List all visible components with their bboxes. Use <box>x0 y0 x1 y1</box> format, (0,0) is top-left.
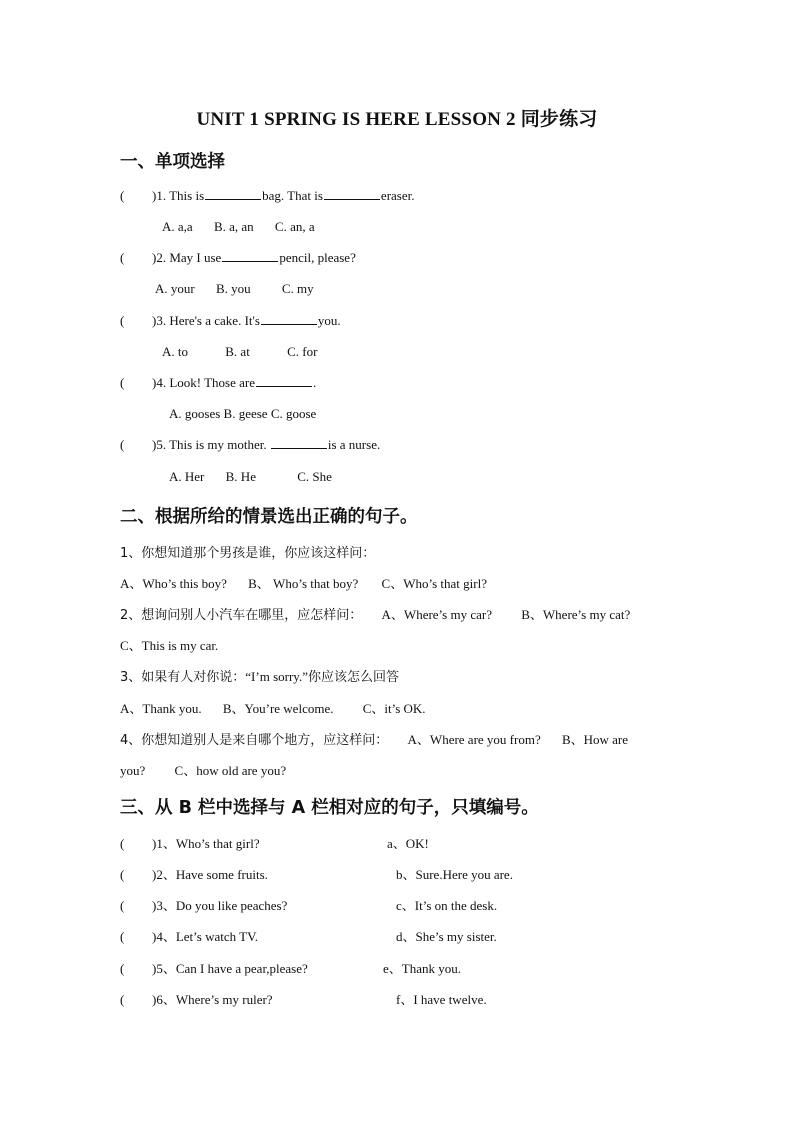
question-2: ( )2. May I use pencil, please? <box>120 250 356 265</box>
column-a-item: )1、Who’s that girl? <box>152 836 260 851</box>
blank-line <box>205 188 261 200</box>
question-4: ( )4. Look! Those are . <box>120 375 317 390</box>
option: A. to <box>162 344 188 359</box>
option: B. you <box>215 281 251 296</box>
situation-3: 3、如果有人对你说：“I’m sorry.”你应该怎么回答 <box>120 669 399 685</box>
option: A、Where are you from? <box>407 732 541 747</box>
match-row: ( )2、Have some fruits. <box>120 867 268 882</box>
column-a-item: )5、Can I have a pear,please? <box>152 961 308 976</box>
column-b-item: c、It’s on the desk. <box>396 898 498 913</box>
blank-line <box>222 250 278 262</box>
column-b-item: f、I have twelve. <box>396 992 487 1007</box>
question-1: ( )1. This is bag. That is eraser. <box>120 188 415 203</box>
option: B、You’re welcome. <box>222 701 334 716</box>
situation-1: 1、你想知道那个男孩是谁，你应该这样问： <box>120 546 376 561</box>
column-b-item: e、Thank you. <box>383 961 461 976</box>
situation-2-option-c: C、This is my car. <box>120 638 219 653</box>
option: A. Her <box>169 469 205 484</box>
option: A、Thank you. <box>120 701 202 716</box>
blank-line <box>324 188 380 200</box>
situation-3-options <box>120 698 426 717</box>
match-row: ( )6、Where’s my ruler? <box>120 992 273 1007</box>
option: B. at <box>225 344 250 359</box>
option: C. an, a <box>274 219 315 234</box>
answer-paren: ( <box>120 313 125 328</box>
situation-1-options <box>120 573 487 592</box>
question-1-options <box>162 219 315 235</box>
option: B. a, an <box>213 219 254 234</box>
answer-paren: ( <box>120 437 125 452</box>
column-b-item: b、Sure.Here you are. <box>396 867 513 882</box>
question-3: ( )3. Here's a cake. It's you. <box>120 313 341 328</box>
match-row: ( )1、Who’s that girl? <box>120 836 260 851</box>
option: B、How are <box>561 732 629 747</box>
option: C. for <box>287 344 318 359</box>
answer-paren: ( <box>120 188 125 203</box>
option: A. your <box>155 281 195 296</box>
option: B、Where’s my cat? <box>521 607 631 622</box>
answer-paren: ( <box>120 375 125 390</box>
option: C、Who’s that girl? <box>381 576 487 591</box>
option: B. He <box>225 469 256 484</box>
match-row: ( )4、Let’s watch TV. <box>120 929 259 944</box>
option: C、it’s OK. <box>362 701 426 716</box>
match-row: ( )5、Can I have a pear,please? <box>120 961 308 976</box>
option: C. She <box>297 469 332 484</box>
situation-4-continued: you? C、how old are you? <box>120 763 287 778</box>
option: A、Where’s my car? <box>381 607 492 622</box>
column-a-item: )4、Let’s watch TV. <box>152 929 259 944</box>
blank-line <box>256 375 312 387</box>
option: C、how old are you? <box>174 763 287 778</box>
question-4-options <box>169 406 316 422</box>
option: A、Who’s this boy? <box>120 576 227 591</box>
blank-line <box>261 313 317 325</box>
column-a-item: )6、Where’s my ruler? <box>152 992 273 1007</box>
column-b-item: a、OK! <box>387 836 429 851</box>
section-1-heading: 一、单项选择 <box>120 152 225 172</box>
column-a-item: )3、Do you like peaches? <box>152 898 288 913</box>
question-3-options <box>162 344 317 360</box>
question-2-options <box>155 281 314 297</box>
blank-line <box>271 437 327 449</box>
section-3-heading: 三、从 B 栏中选择与 A 栏相对应的句子，只填编号。 <box>120 798 539 818</box>
column-a-item: )2、Have some fruits. <box>152 867 268 882</box>
question-5-options <box>169 469 332 485</box>
option: C. my <box>281 281 314 296</box>
page-title: UNIT 1 SPRING IS HERE LESSON 2 同步练习 <box>196 109 598 130</box>
answer-paren: ( <box>120 250 125 265</box>
section-2-heading: 二、根据所给的情景选出正确的句子。 <box>120 507 418 527</box>
option: B、 Who’s that boy? <box>248 576 359 591</box>
option: A. gooses B. geese C. goose <box>169 406 317 421</box>
column-b-item: d、She’s my sister. <box>396 929 497 944</box>
situation-2: 2、想询问别人小汽车在哪里，应怎样问： A、Where’s my car? B、Where’s my cat? <box>120 607 631 623</box>
situation-4: 4、你想知道别人是来自哪个地方，应这样问： A、Where are you from? B、How are <box>120 732 629 748</box>
question-5: ( )5. This is my mother. is a nurse. <box>120 437 381 452</box>
match-row: ( )3、Do you like peaches? <box>120 898 288 913</box>
option: A. a,a <box>162 219 193 234</box>
